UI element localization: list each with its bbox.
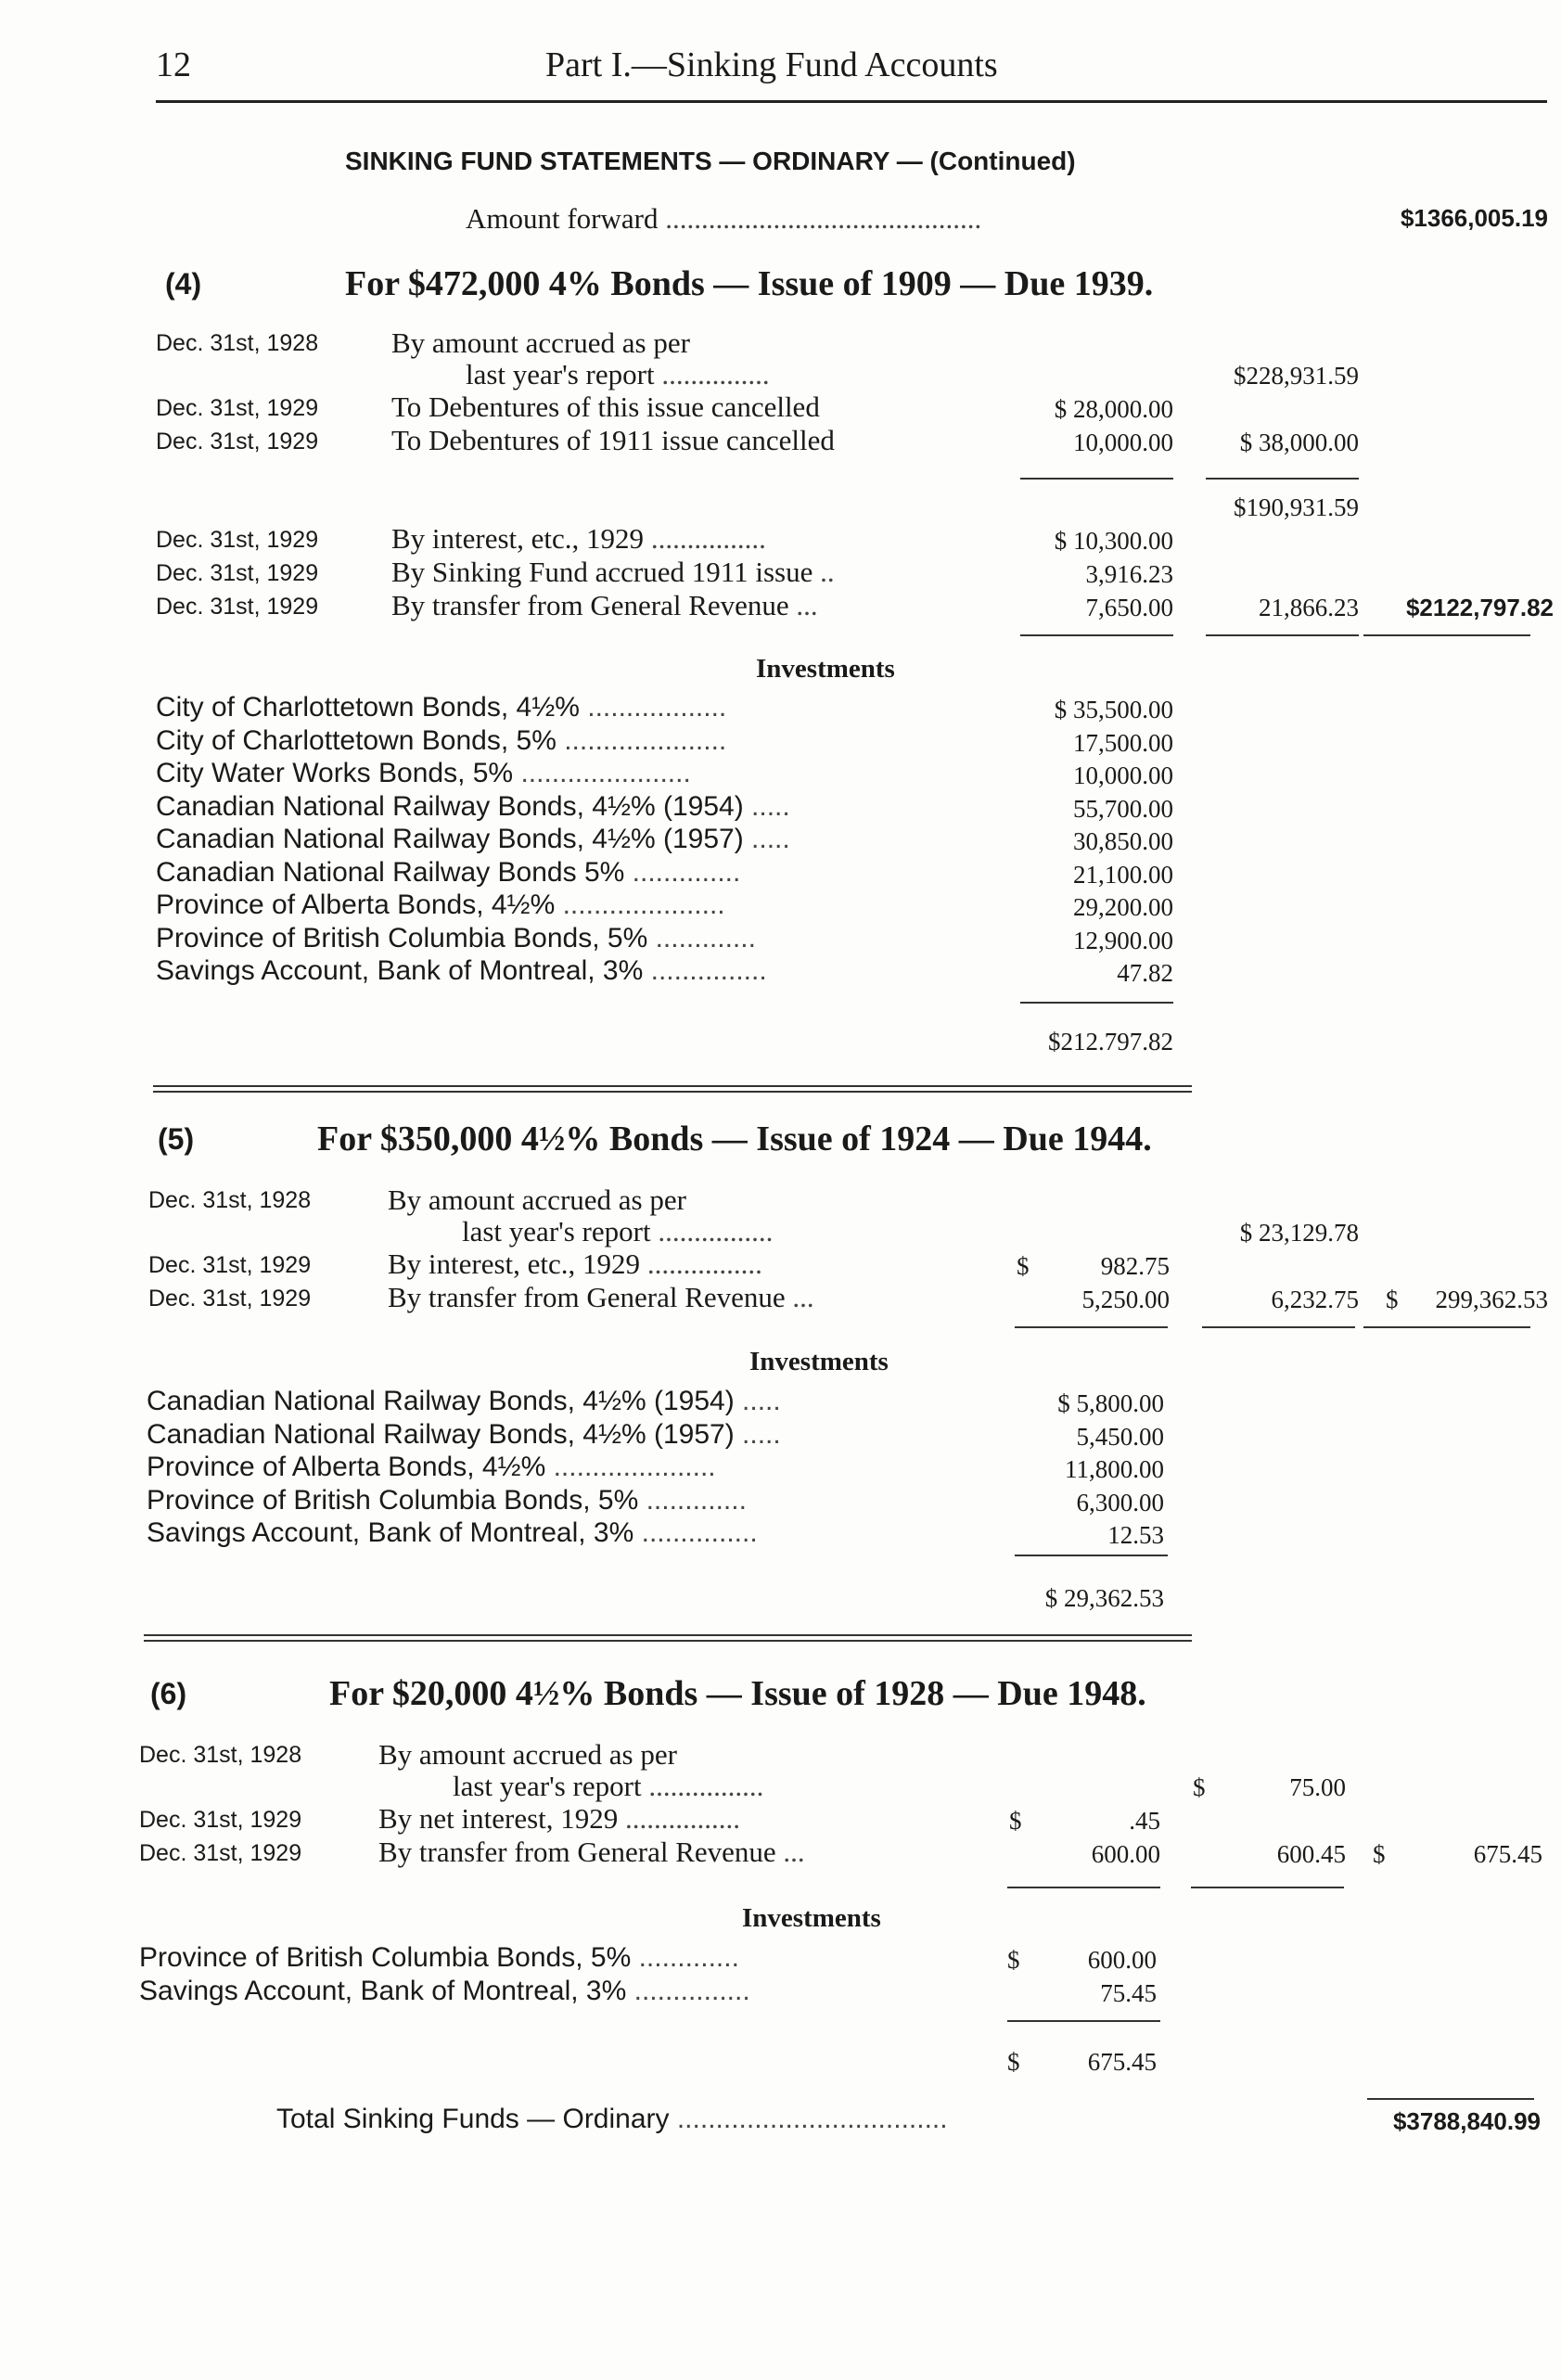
entry-date: Dec. 31st, 1928	[148, 1187, 312, 1213]
section-6-number: (6)	[150, 1677, 187, 1710]
investment-name: City of Charlottetown Bonds, 5% .....................	[156, 724, 727, 756]
rule	[1206, 634, 1359, 636]
investment-name: Savings Account, Bank of Montreal, 3% ...............	[139, 1975, 750, 2006]
amount-forward-label: Amount forward ............................................	[466, 202, 982, 235]
rule	[1020, 634, 1173, 636]
investment-amount: $ 35,500.00	[1054, 696, 1173, 723]
currency-sign: $	[1017, 1252, 1030, 1280]
investments-total: $212.797.82	[1048, 1028, 1173, 1056]
section-divider	[144, 1640, 1192, 1642]
entry-amount: 600.00	[1091, 1840, 1160, 1868]
entry-desc: last year's report ................	[453, 1770, 764, 1802]
entry-subtotal: $ 38,000.00	[1239, 429, 1359, 456]
rule	[1191, 1887, 1344, 1888]
investment-name: City Water Works Bonds, 5% ......................	[156, 758, 691, 788]
entry-amount: .45	[1129, 1807, 1160, 1835]
running-title: Part I.—Sinking Fund Accounts	[545, 45, 998, 84]
entry-desc: By amount accrued as per	[388, 1184, 686, 1216]
investment-amount: 5,450.00	[1076, 1422, 1164, 1451]
page-number: 12	[156, 45, 191, 84]
rule	[1020, 1002, 1173, 1004]
investment-name: Province of Alberta Bonds, 4½% .....................	[147, 1452, 716, 1482]
investments-title: Investments	[749, 1347, 889, 1376]
currency-sign: $	[1007, 1946, 1020, 1974]
grand-total-label: Total Sinking Funds — Ordinary ...................................	[276, 2104, 948, 2134]
grand-total-value: $3788,840.99	[1392, 2107, 1541, 2135]
entry-desc: last year's report ...............	[466, 358, 770, 390]
investment-name: Canadian National Railway Bonds, 4½% (1954) .....	[147, 1386, 781, 1416]
entry-subtotal: 600.45	[1276, 1840, 1346, 1868]
entry-desc: By amount accrued as per	[391, 326, 690, 359]
section-5-title: For $350,000 4½% Bonds — Issue of 1924 — Due 1944.	[317, 1120, 1152, 1158]
entry-date: Dec. 31st, 1929	[156, 429, 319, 454]
entry-date: Dec. 31st, 1929	[156, 594, 319, 620]
entry-amount: 10,000.00	[1073, 429, 1173, 456]
investments-title: Investments	[742, 1903, 881, 1933]
section-divider	[144, 1634, 1192, 1636]
entry-amount: 3,916.23	[1085, 560, 1173, 588]
section-6-title: For $20,000 4½% Bonds — Issue of 1928 — Due 1948.	[329, 1674, 1146, 1713]
section-5-number: (5)	[158, 1122, 195, 1156]
rule	[1015, 1326, 1168, 1328]
entry-total: 675.45	[1473, 1840, 1542, 1868]
entry-date: Dec. 31st, 1929	[156, 560, 319, 586]
currency-sign: $	[1386, 1286, 1399, 1313]
rule	[1202, 1326, 1355, 1328]
entry-date: Dec. 31st, 1928	[139, 1742, 302, 1768]
investment-name: Canadian National Railway Bonds, 4½% (1957) .....	[156, 824, 790, 854]
investment-name: Province of British Columbia Bonds, 5% .............	[139, 1942, 739, 1973]
amount-forward-value: $1366,005.19	[1400, 204, 1548, 232]
entry-desc: By interest, etc., 1929 ................	[388, 1248, 762, 1280]
investment-amount: 21,100.00	[1073, 860, 1173, 889]
entry-subtotal: $190,931.59	[1234, 493, 1359, 521]
investment-name: Province of British Columbia Bonds, 5% .............	[147, 1484, 747, 1516]
entry-desc: By transfer from General Revenue ...	[391, 589, 818, 621]
entry-desc: To Debentures of this issue cancelled	[391, 390, 820, 423]
rule	[1206, 478, 1359, 480]
investment-amount: 47.82	[1117, 959, 1173, 987]
entry-subtotal: $228,931.59	[1234, 362, 1359, 390]
entry-desc: To Debentures of 1911 issue cancelled	[391, 424, 835, 456]
investment-name: City of Charlottetown Bonds, 4½% ..................	[156, 692, 727, 723]
entry-subtotal: 6,232.75	[1271, 1286, 1359, 1313]
entry-desc: By transfer from General Revenue ...	[388, 1281, 814, 1313]
investment-name: Savings Account, Bank of Montreal, 3% ...............	[156, 955, 767, 986]
entry-subtotal: $ 23,129.78	[1239, 1219, 1359, 1247]
entry-amount: 7,650.00	[1085, 594, 1173, 621]
investment-name: Province of British Columbia Bonds, 5% .............	[156, 922, 756, 953]
currency-sign: $	[1009, 1807, 1022, 1835]
investments-total: 675.45	[1087, 2048, 1157, 2076]
entry-date: Dec. 31st, 1929	[156, 395, 319, 421]
entry-date: Dec. 31st, 1929	[148, 1252, 312, 1278]
statement-title: SINKING FUND STATEMENTS — ORDINARY — (Continued)	[345, 147, 1076, 175]
investment-amount: 6,300.00	[1076, 1488, 1164, 1516]
entry-total: $2122,797.82	[1405, 594, 1554, 621]
section-divider	[153, 1085, 1192, 1087]
investment-amount: 12.53	[1107, 1521, 1164, 1549]
entry-date: Dec. 31st, 1929	[139, 1840, 302, 1866]
investment-name: Canadian National Railway Bonds 5% ..............	[156, 856, 741, 888]
investments-title: Investments	[756, 654, 895, 684]
entry-desc: By Sinking Fund accrued 1911 issue ..	[391, 556, 835, 588]
section-4-number: (4)	[165, 267, 202, 301]
rule	[1015, 1555, 1168, 1556]
investment-name: Province of Alberta Bonds, 4½% .....................	[156, 889, 725, 920]
investment-amount: 30,850.00	[1073, 827, 1173, 855]
entry-subtotal: 21,866.23	[1259, 594, 1359, 621]
entry-amount: 982.75	[1100, 1252, 1170, 1280]
header-rule	[156, 100, 1547, 103]
rule	[1020, 478, 1173, 480]
investment-amount: $ 5,800.00	[1057, 1389, 1164, 1417]
investment-amount: 600.00	[1087, 1946, 1157, 1974]
section-divider	[153, 1091, 1192, 1093]
investment-name: Canadian National Railway Bonds, 4½% (1954) .....	[156, 790, 790, 822]
investments-total: $ 29,362.53	[1044, 1584, 1164, 1612]
entry-subtotal: 75.00	[1289, 1773, 1346, 1801]
entry-date: Dec. 31st, 1929	[156, 527, 319, 553]
rule	[1007, 1887, 1160, 1888]
investment-amount: 17,500.00	[1073, 728, 1173, 757]
entry-date: Dec. 31st, 1928	[156, 330, 319, 356]
entry-desc: last year's report ................	[462, 1215, 774, 1248]
entry-desc: By net interest, 1929 ................	[378, 1802, 741, 1835]
investment-amount: 75.45	[1100, 1978, 1157, 2007]
entry-amount: $ 10,300.00	[1054, 527, 1173, 555]
entry-total: 299,362.53	[1435, 1286, 1548, 1313]
investment-amount: 10,000.00	[1073, 761, 1173, 789]
rule	[1367, 2098, 1534, 2100]
investment-name: Canadian National Railway Bonds, 4½% (1957) .....	[147, 1418, 781, 1450]
investment-amount: 29,200.00	[1073, 893, 1173, 921]
rule	[1007, 2020, 1160, 2022]
currency-sign: $	[1373, 1840, 1386, 1868]
currency-sign: $	[1007, 2048, 1020, 2076]
rule	[1363, 1326, 1530, 1328]
investment-amount: 11,800.00	[1065, 1455, 1164, 1483]
entry-amount: 5,250.00	[1081, 1286, 1170, 1313]
investment-amount: 12,900.00	[1073, 926, 1173, 954]
section-4-title: For $472,000 4% Bonds — Issue of 1909 — Due 1939.	[345, 264, 1154, 303]
entry-desc: By interest, etc., 1929 ................	[391, 522, 766, 555]
entry-date: Dec. 31st, 1929	[148, 1286, 312, 1312]
entry-date: Dec. 31st, 1929	[139, 1807, 302, 1833]
entry-desc: By transfer from General Revenue ...	[378, 1836, 805, 1868]
investment-name: Savings Account, Bank of Montreal, 3% ...............	[147, 1517, 758, 1548]
entry-amount: $ 28,000.00	[1054, 395, 1173, 423]
rule	[1363, 634, 1530, 636]
currency-sign: $	[1193, 1773, 1206, 1801]
investment-amount: 55,700.00	[1073, 794, 1173, 823]
entry-desc: By amount accrued as per	[378, 1738, 677, 1771]
